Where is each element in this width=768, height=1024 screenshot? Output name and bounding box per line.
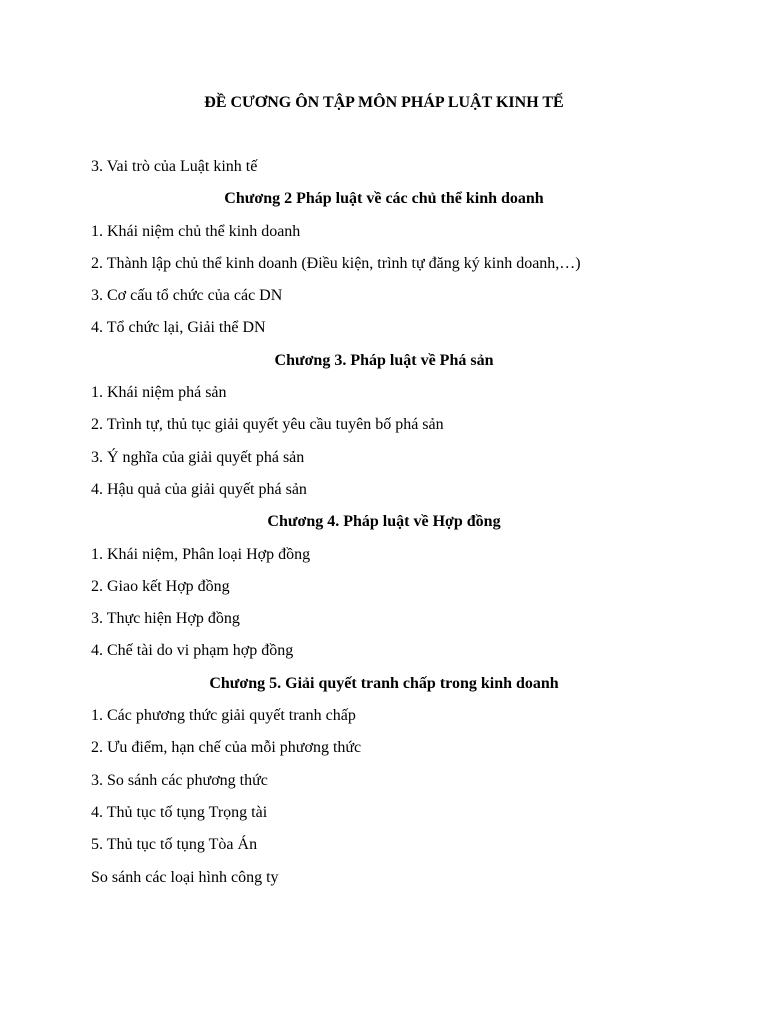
outline-item: 3. Cơ cấu tổ chức của các DN [91,287,283,305]
outline-item: 4. Hậu quả của giải quyết phá sản [91,480,307,498]
outline-item: 1. Các phương thức giải quyết tranh chấp [91,707,356,725]
chapter-heading: Chương 4. Pháp luật về Hợp đồng [267,513,501,531]
outline-item: 3. Ý nghĩa của giải quyết phá sản [91,448,305,466]
outline-item: 4. Tổ chức lại, Giải thể DN [91,319,266,337]
document-body [91,156,691,899]
outline-item: 3. So sánh các phương thức [91,771,268,789]
outline-item: 1. Khái niệm chủ thể kinh doanh [91,222,301,240]
outline-item: 5. Thủ tục tố tụng Tòa Án [91,836,258,854]
chapter-heading: Chương 5. Giải quyết tranh chấp trong kinh doanh [209,674,559,692]
outline-item: So sánh các loại hình công ty [91,868,279,886]
chapter-heading: Chương 2 Pháp luật về các chủ thể kinh doanh [224,190,544,208]
outline-item: 4. Thủ tục tố tụng Trọng tài [91,803,268,821]
outline-item: 3. Vai trò của Luật kinh tế [91,158,258,175]
outline-item: 3. Thực hiện Hợp đồng [91,610,240,628]
document-title: ĐỀ CƯƠNG ÔN TẬP MÔN PHÁP LUẬT KINH TẾ [204,94,564,111]
outline-item: 2. Ưu điểm, hạn chế của mỗi phương thức [91,739,362,757]
outline-item: 1. Khái niệm, Phân loại Hợp đồng [91,545,311,563]
outline-item: 1. Khái niệm phá sản [91,384,227,402]
outline-item: 2. Trình tự, thủ tục giải quyết yêu cầu tuyên bố phá sản [91,416,444,434]
outline-item: 2. Thành lập chủ thể kinh doanh (Điều kiện, trình tự đăng ký kinh doanh,…) [91,254,581,272]
outline-item: 2. Giao kết Hợp đồng [91,577,230,595]
chapter-heading: Chương 3. Pháp luật về Phá sản [274,351,494,369]
outline-item: 4. Chế tài do vi phạm hợp đồng [91,642,294,660]
